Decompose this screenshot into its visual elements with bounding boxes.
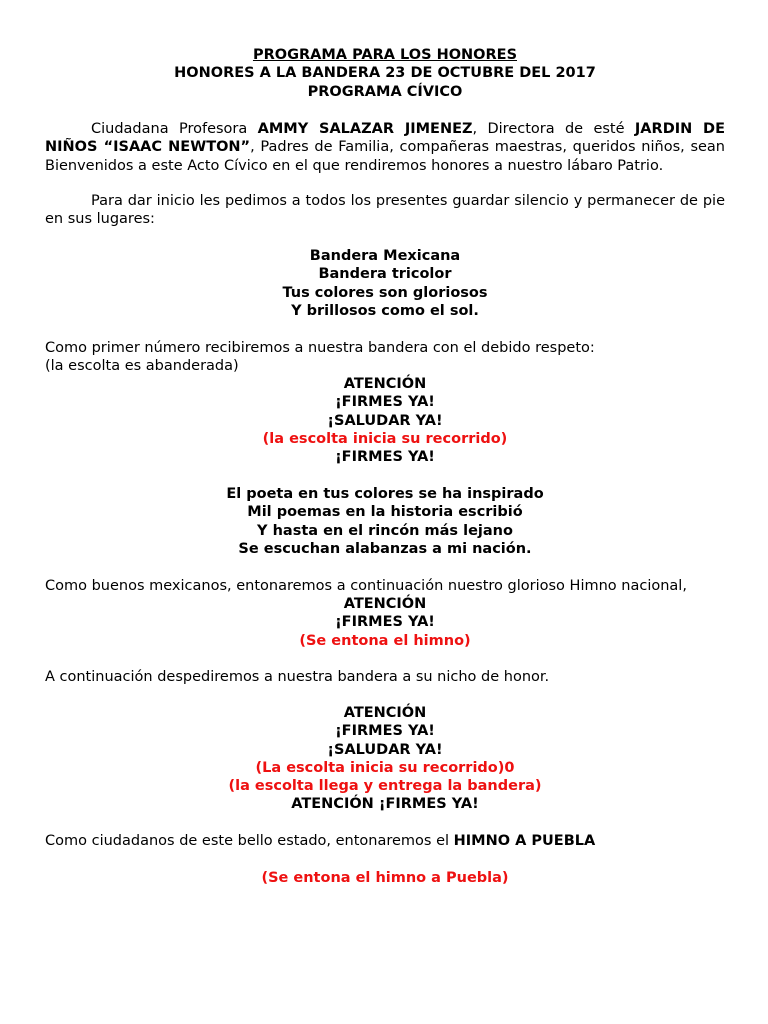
poem-line: Bandera Mexicana bbox=[309, 248, 461, 264]
intro-paragraph bbox=[45, 120, 725, 175]
program-label: PROGRAMA CÍVICO bbox=[307, 83, 463, 100]
intro-text-b: , Directora de esté bbox=[472, 121, 635, 137]
command-atencion: ATENCIÓN bbox=[343, 376, 427, 392]
command-saludar: ¡SALUDAR YA! bbox=[327, 741, 443, 758]
intro-text-c: , Padres de Familia, compañeras maestras, queridos niños, sean Bienvenidos a este Acto Cívico en el que rendiremos honores a nuestro lábaro Patrio. bbox=[45, 139, 725, 174]
command-firmes: ¡FIRMES YA! bbox=[335, 449, 435, 466]
command-atencion: ATENCIÓN bbox=[343, 596, 427, 612]
command-atencion: ATENCIÓN bbox=[343, 705, 427, 721]
section-2-text: Como buenos mexicanos, entonaremos a continuación nuestro glorioso Himno nacional, bbox=[45, 578, 687, 594]
section-3-commands bbox=[45, 704, 725, 814]
section-4-text bbox=[45, 832, 725, 850]
document-title: PROGRAMA PARA LOS HONORES bbox=[252, 47, 518, 63]
section-1-commands bbox=[45, 375, 725, 466]
poem-line: Tus colores son gloriosos bbox=[282, 284, 488, 301]
command-firmes: ¡FIRMES YA! bbox=[335, 614, 435, 631]
poem-line: Se escuchan alabanzas a mi nación. bbox=[238, 540, 532, 557]
section-1-note: (la escolta es abanderada) bbox=[45, 358, 239, 375]
document-subtitle: HONORES A LA BANDERA 23 DE OCTUBRE DEL 2017 bbox=[174, 65, 596, 82]
command-saludar: ¡SALUDAR YA! bbox=[327, 412, 443, 429]
poem-line: Y hasta en el rincón más lejano bbox=[257, 522, 513, 539]
section-3-text: A continuación despediremos a nuestra bandera a su nicho de honor. bbox=[45, 669, 550, 685]
stage-note: (Se entona el himno a Puebla) bbox=[261, 870, 509, 886]
section-1-text bbox=[45, 339, 725, 376]
poem-line: Mil poemas en la historia escribió bbox=[247, 504, 523, 521]
himno-puebla-label: HIMNO A PUEBLA bbox=[453, 833, 596, 849]
command-firmes: ¡FIRMES YA! bbox=[335, 394, 435, 411]
stage-note: (Se entona el himno) bbox=[299, 632, 471, 649]
section-4-note bbox=[45, 869, 725, 887]
poem-1 bbox=[45, 247, 725, 320]
section-1-line: Como primer número recibiremos a nuestra bandera con el debido respeto: bbox=[45, 340, 595, 356]
intro-text-a: Ciudadana Profesora bbox=[91, 121, 258, 137]
poem-line: Y brillosos como el sol. bbox=[291, 302, 479, 319]
stage-note: (la escolta llega y entrega la bandera) bbox=[228, 778, 542, 795]
section-4-line: Como ciudadanos de este bello estado, entonaremos el bbox=[45, 833, 454, 849]
stage-note: (La escolta inicia su recorrido)0 bbox=[255, 759, 515, 776]
poem-line: Bandera tricolor bbox=[318, 266, 452, 283]
document-header bbox=[45, 46, 725, 101]
command-atencion-firmes: ATENCIÓN ¡FIRMES YA! bbox=[291, 796, 479, 813]
director-name: AMMY SALAZAR JIMENEZ bbox=[257, 121, 473, 137]
poem-2 bbox=[45, 485, 725, 558]
poem-line: El poeta en tus colores se ha inspirado bbox=[226, 486, 544, 502]
stage-note: (la escolta inicia su recorrido) bbox=[262, 430, 508, 447]
school-name: JARDIN DE NIÑOS “ISAAC NEWTON” bbox=[45, 121, 725, 156]
silence-paragraph: Para dar inicio les pedimos a todos los presentes guardar silencio y permanecer de pie en sus lugares: bbox=[45, 193, 725, 228]
command-firmes: ¡FIRMES YA! bbox=[335, 723, 435, 740]
section-2-commands bbox=[45, 595, 725, 650]
